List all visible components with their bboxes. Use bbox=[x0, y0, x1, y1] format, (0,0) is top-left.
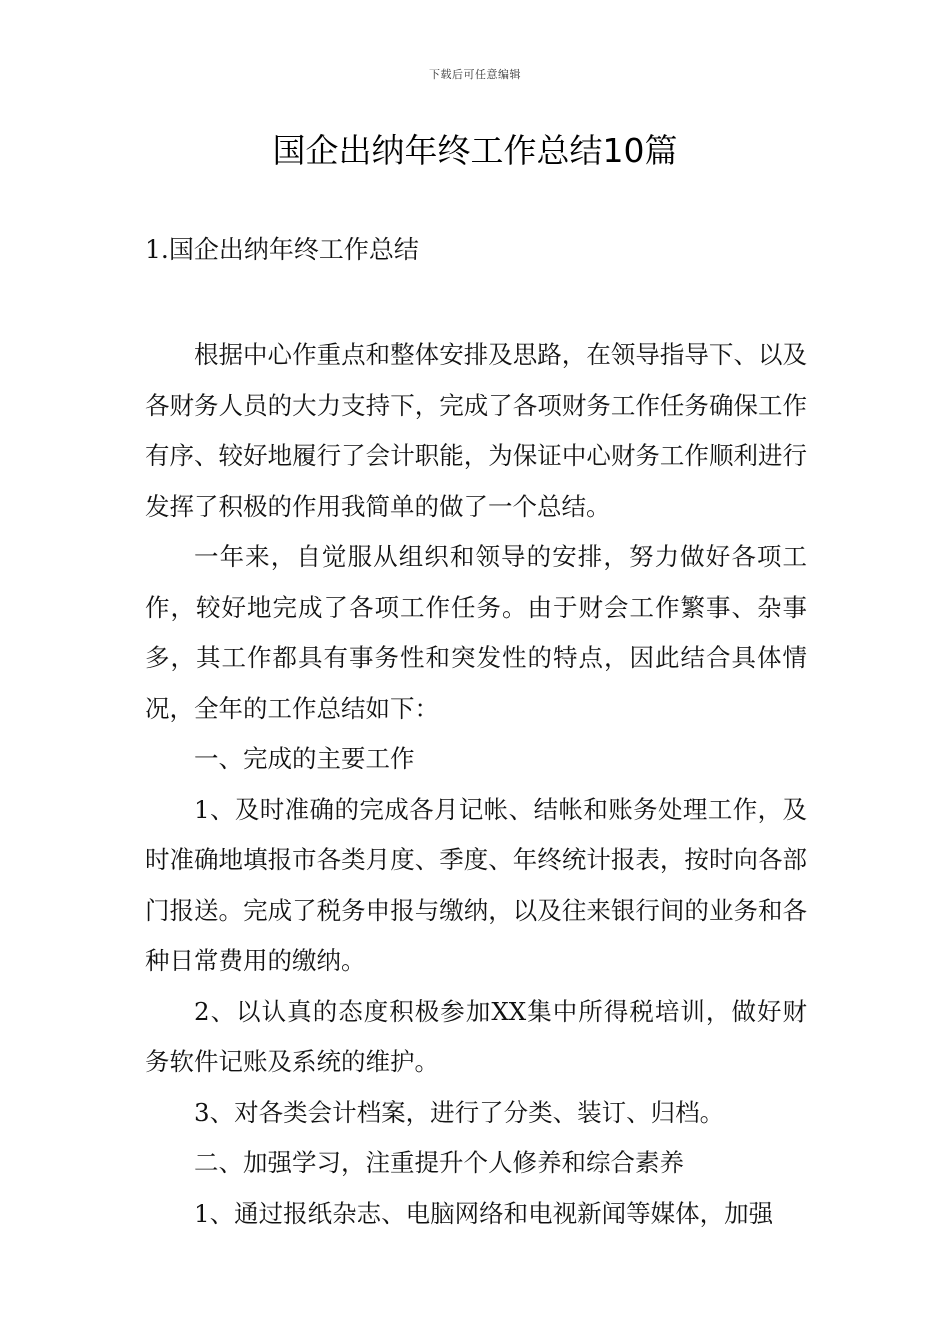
paragraph: 根据中心作重点和整体安排及思路，在领导指导下、以及各财务人员的大力支持下，完成了各项财务工作任务确保工作有序、较好地履行了会计职能，为保证中心财务工作顺利进行发挥了积极的作用我简单的做了一个总结。 bbox=[145, 340, 807, 521]
header-note: 下载后可任意编辑 bbox=[429, 68, 521, 81]
document-title: 国企出纳年终工作总结10篇 bbox=[272, 131, 678, 170]
paragraph: 1、及时准确的完成各月记帐、结帐和账务处理工作，及时准确地填报市各类月度、季度、年终统计报表，按时向各部门报送。完成了税务申报与缴纳，以及往来银行间的业务和各种日常费用的缴纳。 bbox=[145, 794, 807, 975]
paragraph: 1、通过报纸杂志、电脑网络和电视新闻等媒体，加强 bbox=[194, 1198, 774, 1228]
paragraph: 一年来，自觉服从组织和领导的安排，努力做好各项工作，较好地完成了各项工作任务。由于财会工作繁事、杂事多，其工作都具有事务性和突发性的特点，因此结合具体情况，全年的工作总结如下： bbox=[145, 542, 807, 723]
subheading: 一、完成的主要工作 bbox=[194, 744, 415, 773]
subheading: 二、加强学习，注重提升个人修养和综合素养 bbox=[194, 1148, 684, 1177]
section-heading: 1.国企出纳年终工作总结 bbox=[145, 235, 419, 264]
body-text bbox=[145, 330, 807, 1239]
paragraph: 2、以认真的态度积极参加XX集中所得税培训，做好财务软件记账及系统的维护。 bbox=[145, 996, 807, 1076]
paragraph: 3、对各类会计档案，进行了分类、装订、归档。 bbox=[194, 1097, 725, 1127]
